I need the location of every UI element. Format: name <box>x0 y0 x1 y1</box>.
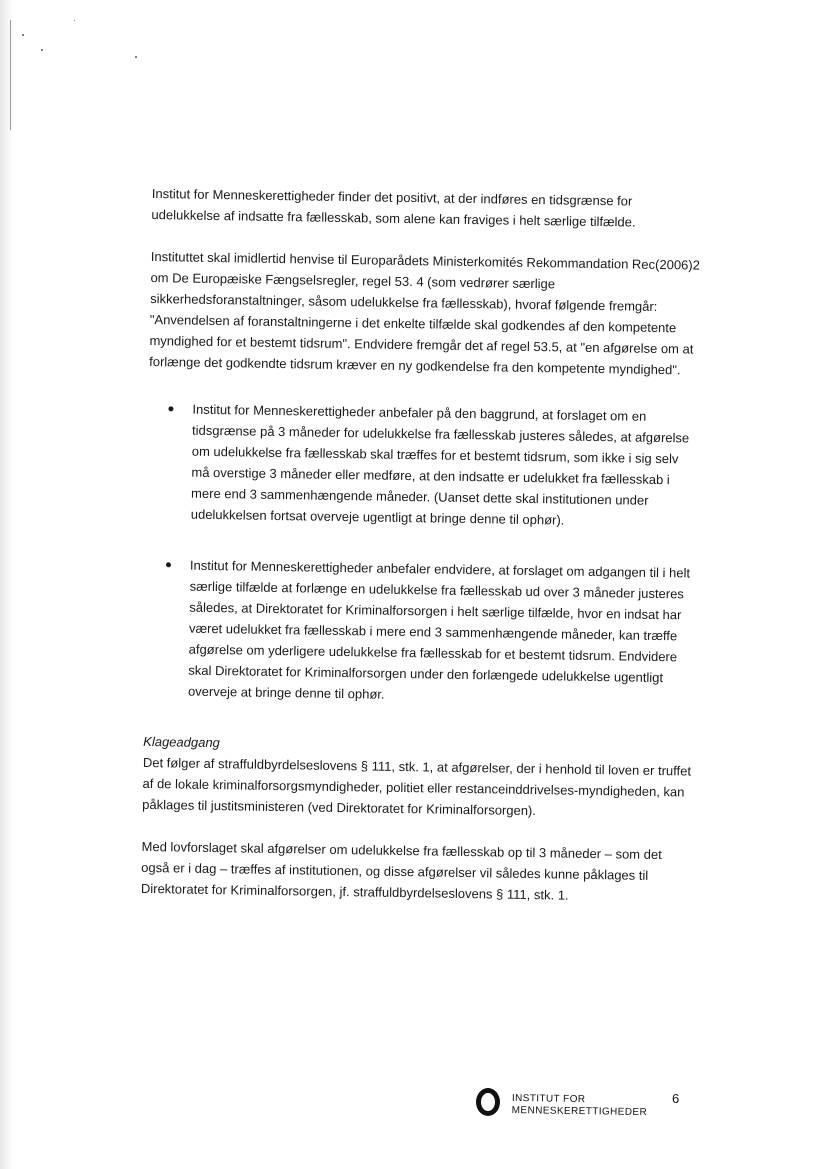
scan-speck <box>22 34 24 36</box>
scan-speck <box>41 49 43 51</box>
recommendation-list <box>144 398 699 710</box>
body-text <box>140 183 702 929</box>
logo-line-2: MENNESKERETTIGHEDER <box>511 1104 648 1119</box>
recommendation-text-2: Institut for Menneskerettigheder anbefaler endvidere, at forslaget om adgangen til i helt særlige tilfælde at forlænge en udelukkelse fra fællesskab ud over 3 måneder justeres således, at Direktoratet for Kriminalforsorgen i helt særlige tilfælde, hvor en indsat har været udelukket fra fællesskab i mere end 3 sammenhængende måneder, kan træffe afgørelse om yderligere udelukkelse fra fællesskab for et bestemt tidsrum. Endvidere skal Direktoratet for Kriminalforsorgen under den forlængede udelukkelse ugentligt overveje at bringe denne til ophør. <box>187 557 691 702</box>
institute-logo-text <box>512 1093 648 1119</box>
institute-logo-icon <box>476 1088 500 1116</box>
intro-paragraph-2: Instituttet skal imidlertid henvise til Europarådets Ministerkomités Rekommandation Rec(2006)2 om De Europæiske Fængselsregler, regel 53. 4 (som vedrører særlige sikkerhedsforanstaltninger, såsom udelukkelse fra fællesskab), hvoraf følgende fremgår: "Anvendelsen af foranstaltningerne i det enkelte tilfælde skal godkendes af den kompetente myndighed for et bestemt tidsrum". Endvidere fremgår det af regel 53.5, at "en afgørelse om at forlænge det godkendte tidsrum kræver en ny godkendelse fra den kompetente myndighed". <box>149 248 701 378</box>
bullet-icon <box>166 562 171 567</box>
logo-line-1: INSTITUT FOR <box>511 1093 586 1106</box>
complaint-paragraph-2: Med lovforslaget skal afgørelser om udelukkelse fra fællesskab op til 3 måneder – som det også er i dag – træffes af institutionen, og disse afgørelser vil således kunne påklages til Direktoratet for Kriminalforsorgen, jf. straffuldbyrdelseslovens § 111, stk. 1. <box>140 838 662 903</box>
recommendation-text-1: Institut for Menneskerettigheder anbefaler på den baggrund, at forslaget om en tidsgrænse på 3 måneder for udelukkelse fra fællesskab justeres således, at afgørelse om udelukkelse fra fællesskab skal træffes for et bestemt tidsrum, som ikke i sig selv må overstige 3 måneder eller medføre, at den indsatte er udelukket fra fællesskab i mere end 3 sammenhængende måneder. (Uanset dette skal institutionen under udelukkelsen fortsat overveje ugentligt at bringe denne til ophør). <box>190 401 690 528</box>
bullet-icon <box>168 406 173 411</box>
complaint-paragraph-1: Det følger af straffuldbyrdelseslovens § 111, stk. 1, at afgørelser, der i henhold til loven er truffet af de lokale kriminalforsorgsmyndigheder, politiet eller restanceinddrivelses-myndigheden, kan påklages til justitsministeren (ved Direktoratet for Kriminalforsorgen). <box>142 754 692 819</box>
scan-speck <box>74 20 75 21</box>
list-item <box>147 398 699 533</box>
scan-artifact-line <box>10 20 11 130</box>
scan-edge-shadow <box>0 0 14 1169</box>
intro-paragraph-1: Institut for Menneskerettigheder finder det positivt, at der indføres en tidsgrænse for udelukkelse af indsatte fra fællesskab, som alene kan fraviges i helt særlige tilfælde. <box>151 185 636 230</box>
page-footer <box>476 1085 696 1125</box>
page-number: 6 <box>672 1091 680 1106</box>
scan-speck <box>135 56 137 58</box>
section-heading: Klageadgang <box>143 733 220 751</box>
list-item <box>144 554 696 710</box>
